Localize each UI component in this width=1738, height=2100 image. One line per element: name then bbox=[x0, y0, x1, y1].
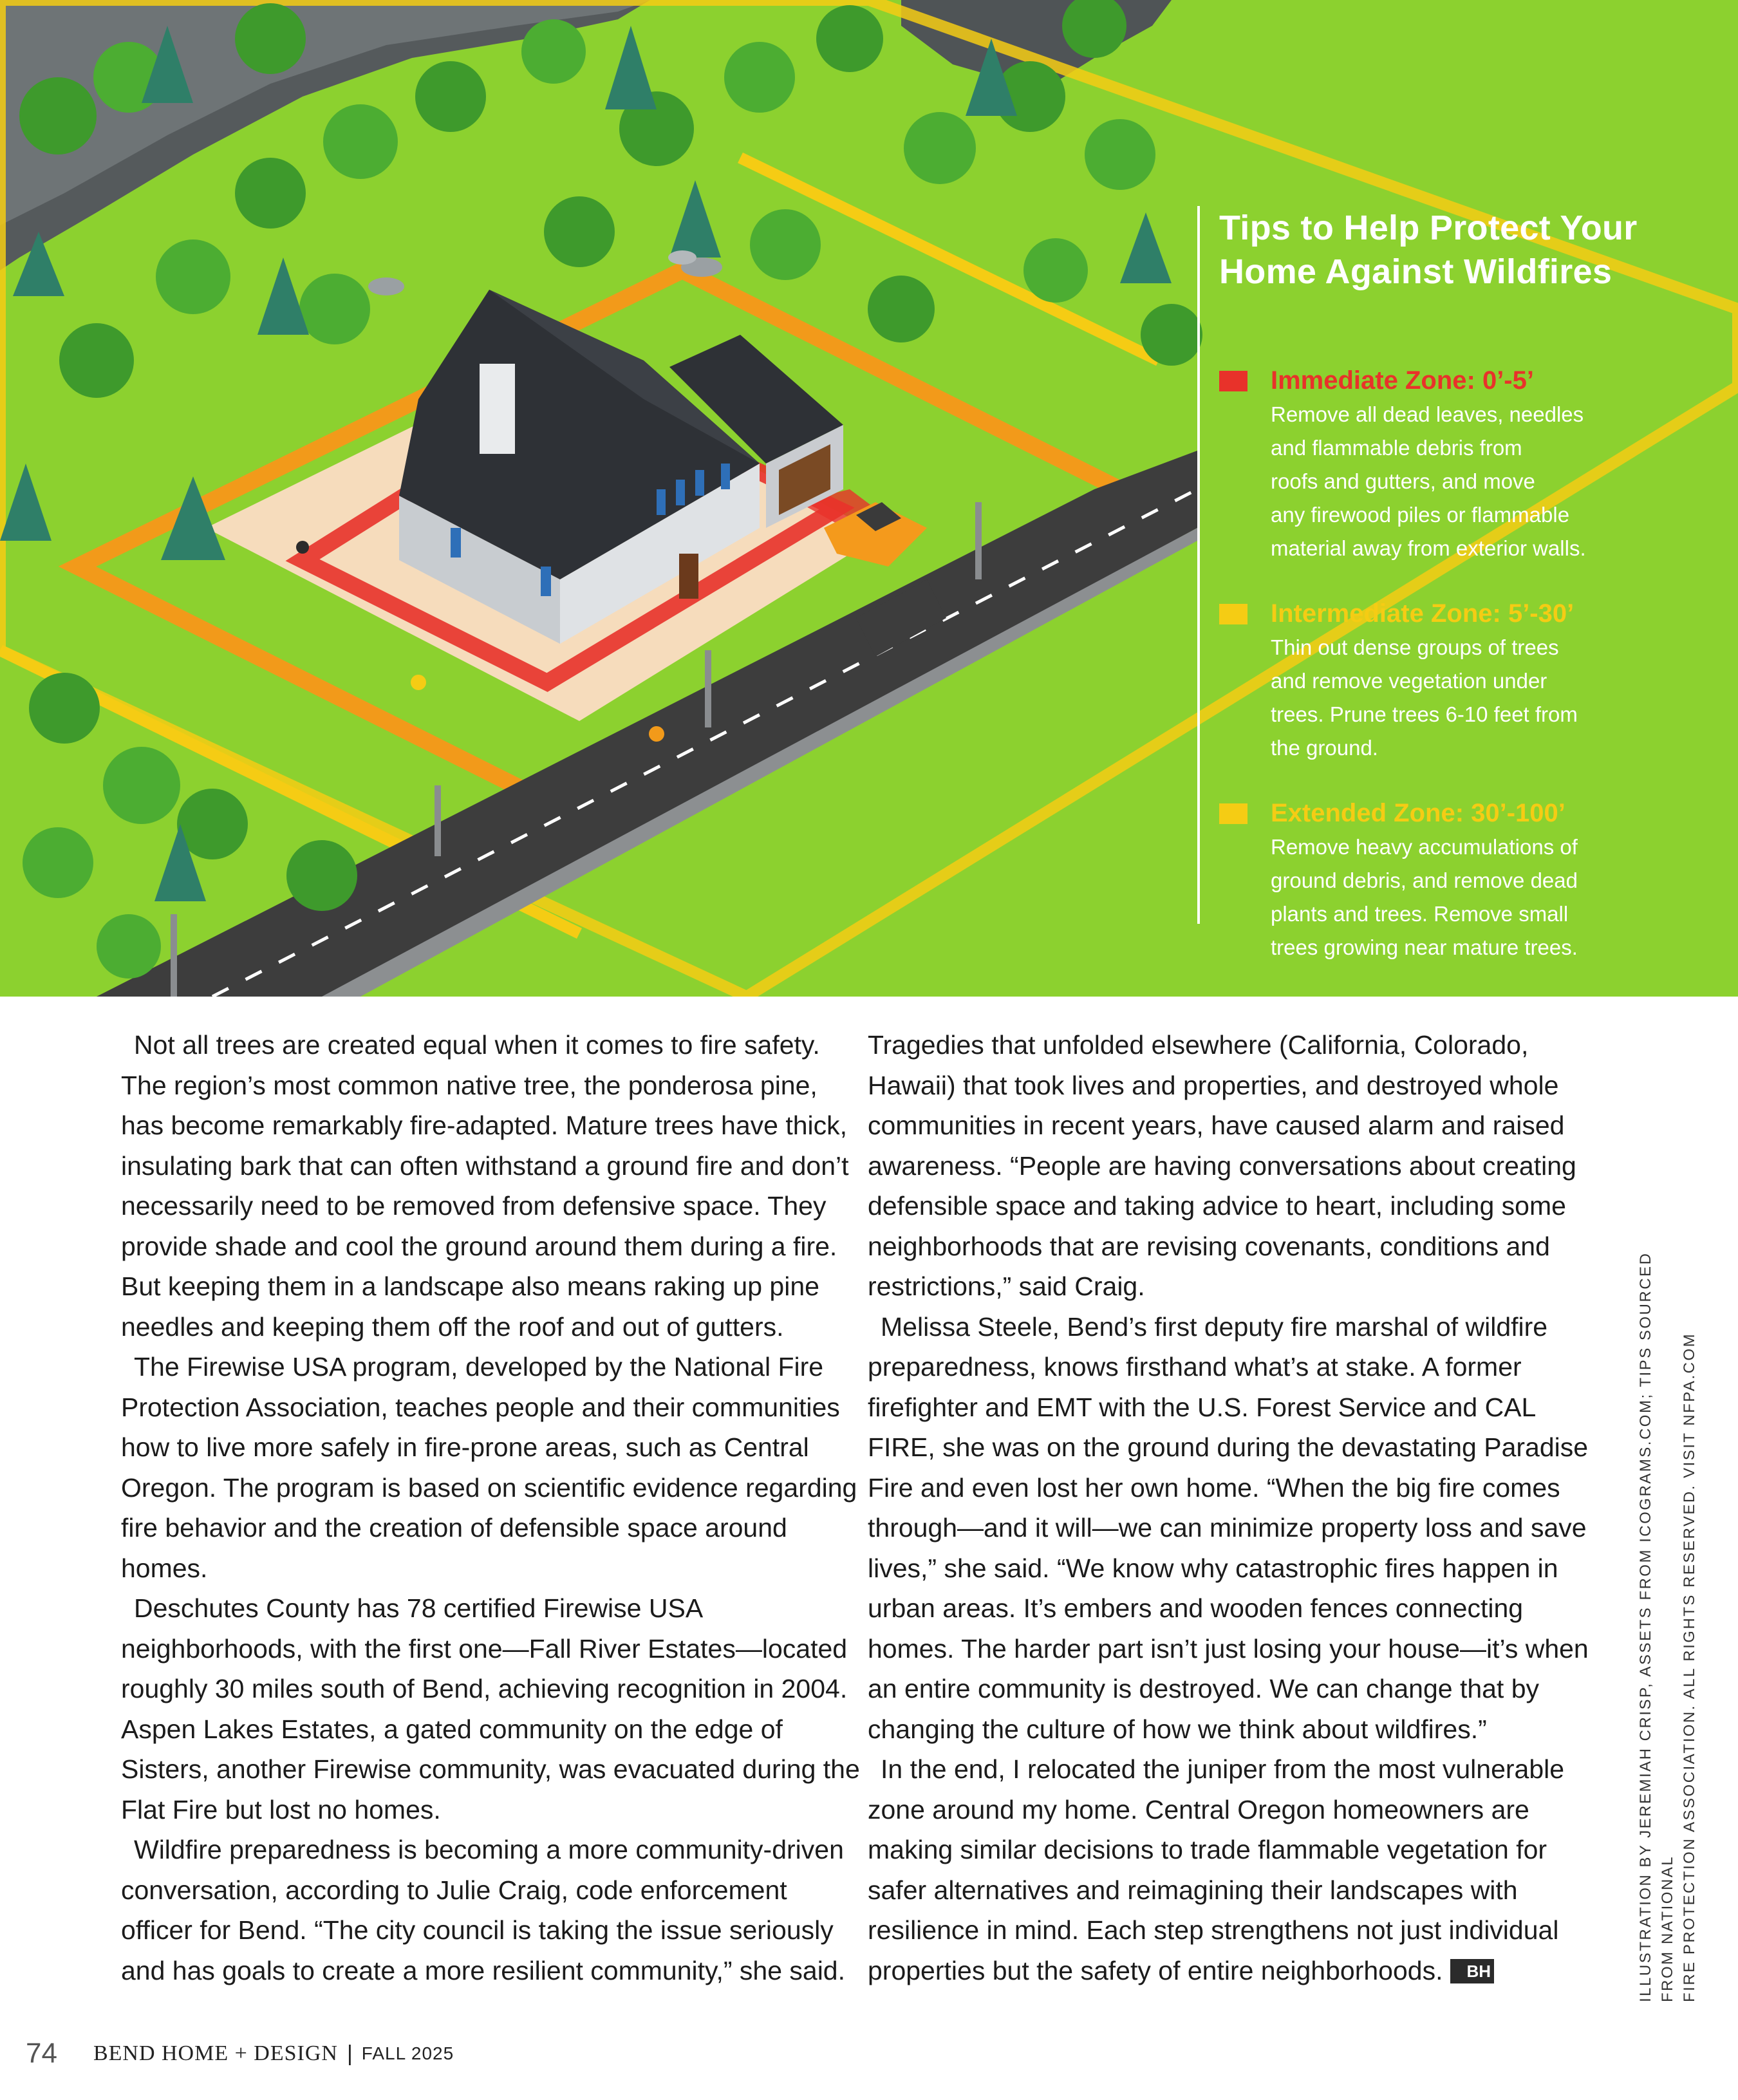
paragraph: Melissa Steele, Bend’s first deputy fire marshal of wildfire preparedness, knows firsthand what’s at stake. A former firefighter and EMT with the U.S. Forest Service and CAL FIRE, she was on the ground during the devastating Paradise Fire and even lost her own home. “When the big fire comes through—and it will—we can minimize property loss and save lives,” she said. “We know why catastrophic fires happen in urban areas. It’s embers and wooden fences connecting homes. The harder part isn’t just losing your house—it’s when an entire community is destroyed. We can change that by changing the culture of how we think about wildfires.” bbox=[868, 1311, 1589, 1744]
zone-line: trees growing near mature trees. bbox=[1271, 935, 1578, 959]
tree bbox=[1085, 119, 1155, 190]
paragraph bbox=[868, 1749, 1589, 1991]
tree bbox=[156, 239, 230, 314]
paragraph: Deschutes County has 78 certified Firewise USA neighborhoods, with the first one—Fall River Estates—located roughly 30 miles south of Bend, achieving recognition in 2004. Aspen Lakes Estates, a gated community on the edge of Sisters, another Firewise community, was evacuated during the Flat Fire but lost no homes. bbox=[121, 1593, 860, 1824]
window bbox=[695, 470, 704, 496]
zone-line: material away from exterior walls. bbox=[1271, 536, 1586, 560]
zone-line: and flammable debris from bbox=[1271, 436, 1522, 460]
tree bbox=[904, 112, 976, 184]
intermediate-zone-title: Intermediate Zone: 5’-30’ bbox=[1271, 599, 1574, 628]
tree bbox=[323, 104, 398, 179]
extended-zone-title: Extended Zone: 30’-100’ bbox=[1271, 799, 1565, 827]
folio bbox=[26, 2034, 454, 2073]
credit-line-1: ILLUSTRATION BY JEREMIAH CRISP, ASSETS FROM ICOGRAMS.COM; TIPS SOURCED FROM NATIONAL bbox=[1637, 1252, 1676, 2002]
illustration-credit bbox=[1635, 1242, 1701, 2002]
tree bbox=[286, 840, 357, 911]
wildfire-zones-illustration bbox=[0, 0, 1738, 997]
paragraph: Wildfire preparedness is becoming a more community-driven conversation, according to Julie Craig, code enforcement officer for Bend. “The city council is taking the issue seriously and has goals to create a more resilient community,” she said. bbox=[121, 1835, 845, 1985]
tree bbox=[868, 276, 935, 342]
chimney bbox=[480, 364, 515, 454]
dog bbox=[296, 541, 309, 554]
conifer-tree bbox=[605, 26, 657, 109]
zone-line: Remove heavy accumulations of bbox=[1271, 835, 1578, 859]
person bbox=[411, 675, 426, 690]
zone-line: Thin out dense groups of trees bbox=[1271, 635, 1559, 659]
publication-name: BEND HOME + DESIGN bbox=[93, 2041, 338, 2065]
tree bbox=[544, 196, 615, 267]
immediate-zone-text bbox=[1271, 398, 1734, 565]
zone-line: any firewood piles or flammable bbox=[1271, 503, 1570, 527]
article-column-right bbox=[868, 1025, 1589, 1991]
tree bbox=[816, 5, 883, 72]
cyclist bbox=[649, 726, 664, 742]
tips-title-line-2: Home Against Wildfires bbox=[1219, 252, 1612, 291]
zone-line: Remove all dead leaves, needles bbox=[1271, 402, 1584, 426]
tree bbox=[1141, 304, 1202, 366]
tips-panel bbox=[1197, 206, 1734, 959]
window bbox=[657, 489, 666, 515]
issue-date: FALL 2025 bbox=[361, 2043, 454, 2063]
rock bbox=[368, 277, 404, 295]
end-mark-icon: BH bbox=[1450, 1959, 1494, 1983]
paragraph-text: In the end, I relocated the juniper from the most vulnerable zone around my home. Central Oregon homeowners are making similar decisions to trade flammable vegetation for safer alternatives and reimagining their landscapes with resilience in mind. Each step strengthens not just individual properties but the safety of entire neighborhoods. bbox=[868, 1754, 1565, 1985]
window bbox=[676, 480, 685, 505]
conifer-tree bbox=[669, 180, 721, 258]
tips-title bbox=[1219, 206, 1734, 294]
immediate-zone-swatch bbox=[1219, 371, 1247, 391]
tree bbox=[299, 274, 370, 344]
immediate-zone-tip bbox=[1219, 363, 1734, 565]
intermediate-zone-text bbox=[1271, 631, 1734, 765]
zone-line: and remove vegetation under bbox=[1271, 669, 1547, 693]
zone-line: plants and trees. Remove small bbox=[1271, 902, 1569, 926]
tree bbox=[521, 19, 586, 84]
paragraph: Not all trees are created equal when it comes to fire safety. The region’s most common native tree, the ponderosa pine, has become remarkably fire-adapted. Mature trees have thick, insulating bark that can often withstand a ground fire and don’t necessarily need to be removed from defensive space. They provide shade and cool the ground around them during a fire. But keeping them in a landscape also means raking up pine needles and keeping them off the roof and out of gutters. bbox=[121, 1030, 849, 1342]
intermediate-zone-tip bbox=[1219, 596, 1734, 765]
window bbox=[541, 567, 551, 596]
page-number: 74 bbox=[26, 2038, 57, 2069]
conifer-tree bbox=[1120, 212, 1172, 283]
tree bbox=[235, 158, 306, 229]
tree bbox=[103, 747, 180, 824]
tips-title-line-1: Tips to Help Protect Your bbox=[1219, 209, 1638, 247]
tree bbox=[750, 209, 821, 280]
window bbox=[721, 464, 730, 489]
rock bbox=[668, 250, 696, 265]
paragraph: Tragedies that unfolded elsewhere (California, Colorado, Hawaii) that took lives and properties, and destroyed whole communities in recent years, have caused alarm and raised awareness. “People are having conversations about creating defensible space and taking advice to heart, including some neighborhoods that are revising covenants, conditions and restrictions,” said Craig. bbox=[868, 1030, 1576, 1301]
tree bbox=[59, 323, 134, 398]
zone-line: ground debris, and remove dead bbox=[1271, 868, 1578, 892]
tree bbox=[23, 827, 93, 898]
extended-zone-tip bbox=[1219, 796, 1734, 964]
tree bbox=[19, 77, 97, 155]
paragraph: The Firewise USA program, developed by the National Fire Protection Association, teaches people and their communities how to live more safely in fire-prone areas, such as Central Oregon. The program is based on scientific evidence regarding fire behavior and the creation of defensible space around homes. bbox=[121, 1352, 857, 1583]
tree bbox=[415, 61, 486, 132]
tree bbox=[235, 3, 306, 74]
conifer-tree bbox=[0, 464, 51, 541]
tree bbox=[724, 42, 795, 113]
tree bbox=[1023, 238, 1088, 303]
zone-line: the ground. bbox=[1271, 736, 1378, 760]
article-column-left bbox=[121, 1025, 861, 1991]
credit-line-2: FIRE PROTECTION ASSOCIATION. ALL RIGHTS RESERVED. VISIT NFPA.COM bbox=[1681, 1332, 1698, 2002]
conifer-tree bbox=[257, 258, 309, 335]
window bbox=[451, 528, 461, 558]
zone-line: trees. Prune trees 6-10 feet from bbox=[1271, 702, 1578, 726]
extended-zone-text bbox=[1271, 830, 1734, 964]
zone-line: roofs and gutters, and move bbox=[1271, 469, 1535, 493]
tree bbox=[29, 673, 100, 744]
tree bbox=[97, 914, 161, 979]
extended-zone-swatch bbox=[1219, 803, 1247, 824]
folio-separator: | bbox=[346, 2041, 353, 2066]
front-door bbox=[679, 554, 698, 599]
intermediate-zone-swatch bbox=[1219, 604, 1247, 624]
immediate-zone-title: Immediate Zone: 0’-5’ bbox=[1271, 366, 1534, 395]
